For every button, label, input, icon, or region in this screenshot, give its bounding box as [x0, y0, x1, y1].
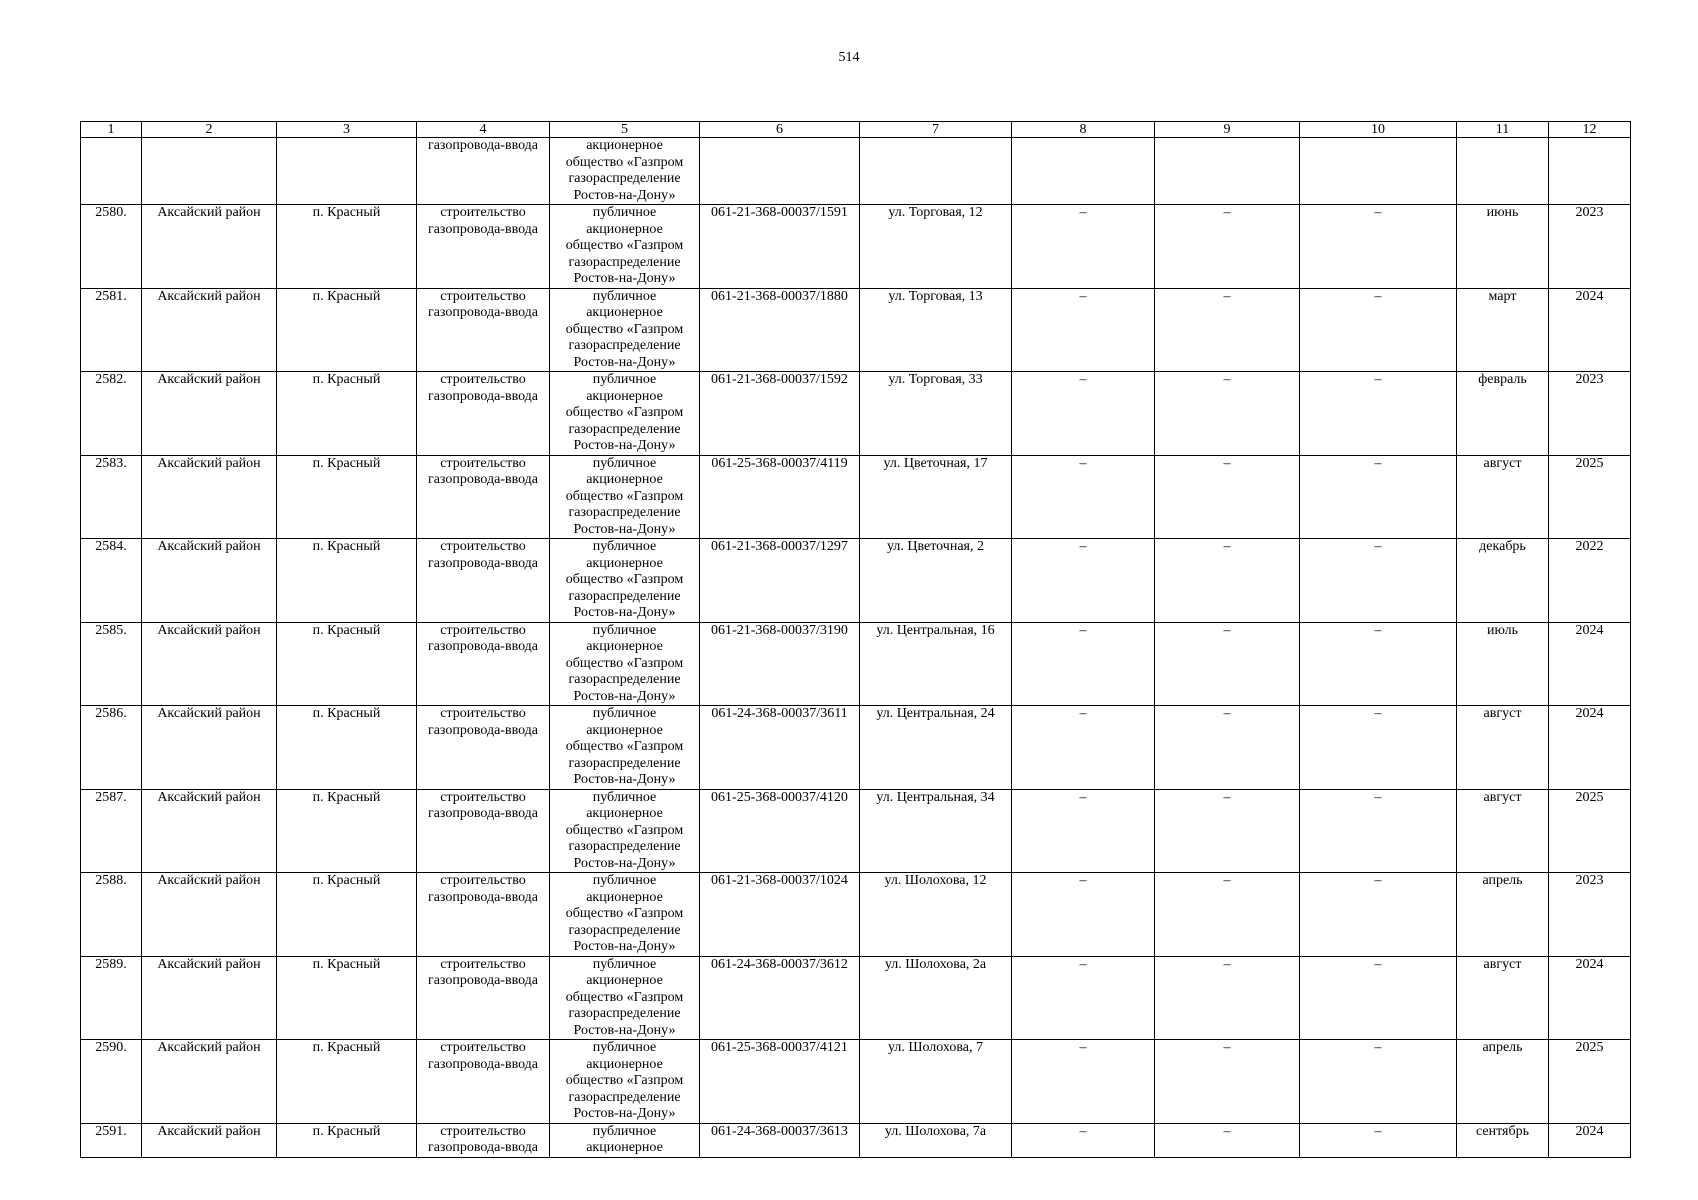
column-number: 7	[860, 122, 1012, 138]
col9-cell	[1155, 138, 1300, 205]
registry-code-cell	[700, 138, 860, 205]
registry-table	[80, 121, 1631, 1158]
column-number-row	[81, 122, 1631, 138]
registry-code-cell: 061-21-368-00037/1024	[700, 873, 860, 957]
table-row	[81, 539, 1631, 623]
work-type-cell: строительство газопровода-ввода	[417, 1123, 550, 1157]
col10-cell: –	[1300, 1040, 1457, 1124]
col9-cell: –	[1155, 372, 1300, 456]
col8-cell: –	[1012, 288, 1155, 372]
table-row	[81, 1040, 1631, 1124]
col9-cell: –	[1155, 706, 1300, 790]
organization-cell: публичное акционерное общество «Газпром газораспределение Ростов-на-Дону»	[550, 372, 700, 456]
table-row	[81, 956, 1631, 1040]
year-cell: 2024	[1549, 956, 1631, 1040]
column-number: 8	[1012, 122, 1155, 138]
year-cell: 2024	[1549, 622, 1631, 706]
col9-cell: –	[1155, 873, 1300, 957]
row-number-cell: 2589.	[81, 956, 142, 1040]
organization-cell: публичное акционерное общество «Газпром газораспределение Ростов-на-Дону»	[550, 873, 700, 957]
work-type-cell: строительство газопровода-ввода	[417, 956, 550, 1040]
table-row	[81, 1123, 1631, 1157]
row-number-cell: 2581.	[81, 288, 142, 372]
row-number-cell: 2580.	[81, 205, 142, 289]
district-cell: Аксайский район	[142, 1040, 277, 1124]
col10-cell: –	[1300, 956, 1457, 1040]
organization-cell: публичное акционерное общество «Газпром газораспределение Ростов-на-Дону»	[550, 706, 700, 790]
column-number: 11	[1457, 122, 1549, 138]
column-number: 10	[1300, 122, 1457, 138]
month-cell: июнь	[1457, 205, 1549, 289]
address-cell: ул. Цветочная, 17	[860, 455, 1012, 539]
col10-cell: –	[1300, 372, 1457, 456]
col8-cell: –	[1012, 789, 1155, 873]
district-cell: Аксайский район	[142, 873, 277, 957]
year-cell: 2024	[1549, 706, 1631, 790]
row-number-cell: 2587.	[81, 789, 142, 873]
row-number-cell: 2584.	[81, 539, 142, 623]
col8-cell: –	[1012, 1040, 1155, 1124]
table-row	[81, 622, 1631, 706]
address-cell: ул. Цветочная, 2	[860, 539, 1012, 623]
organization-cell: публичное акционерное общество «Газпром газораспределение Ростов-на-Дону»	[550, 956, 700, 1040]
year-cell: 2024	[1549, 288, 1631, 372]
settlement-cell	[277, 138, 417, 205]
settlement-cell: п. Красный	[277, 873, 417, 957]
district-cell: Аксайский район	[142, 205, 277, 289]
column-number: 1	[81, 122, 142, 138]
work-type-cell: строительство газопровода-ввода	[417, 205, 550, 289]
registry-code-cell: 061-24-368-00037/3611	[700, 706, 860, 790]
month-cell: декабрь	[1457, 539, 1549, 623]
col8-cell: –	[1012, 1123, 1155, 1157]
settlement-cell: п. Красный	[277, 455, 417, 539]
work-type-cell: строительство газопровода-ввода	[417, 873, 550, 957]
year-cell: 2022	[1549, 539, 1631, 623]
settlement-cell: п. Красный	[277, 1040, 417, 1124]
registry-code-cell: 061-21-368-00037/3190	[700, 622, 860, 706]
col9-cell: –	[1155, 1123, 1300, 1157]
col8-cell	[1012, 138, 1155, 205]
organization-cell: публичное акционерное общество «Газпром газораспределение Ростов-на-Дону»	[550, 288, 700, 372]
settlement-cell: п. Красный	[277, 539, 417, 623]
address-cell: ул. Центральная, 34	[860, 789, 1012, 873]
work-type-cell: строительство газопровода-ввода	[417, 1040, 550, 1124]
col8-cell: –	[1012, 205, 1155, 289]
organization-cell: публичное акционерное общество «Газпром газораспределение Ростов-на-Дону»	[550, 789, 700, 873]
registry-code-cell: 061-21-368-00037/1297	[700, 539, 860, 623]
district-cell: Аксайский район	[142, 539, 277, 623]
col9-cell: –	[1155, 539, 1300, 623]
registry-code-cell: 061-24-368-00037/3613	[700, 1123, 860, 1157]
column-number: 9	[1155, 122, 1300, 138]
col10-cell: –	[1300, 622, 1457, 706]
year-cell: 2023	[1549, 372, 1631, 456]
organization-cell: публичное акционерное общество «Газпром газораспределение Ростов-на-Дону»	[550, 539, 700, 623]
address-cell	[860, 138, 1012, 205]
work-type-cell: строительство газопровода-ввода	[417, 706, 550, 790]
column-number: 5	[550, 122, 700, 138]
row-number-cell: 2591.	[81, 1123, 142, 1157]
col8-cell: –	[1012, 956, 1155, 1040]
year-cell	[1549, 138, 1631, 205]
table-row	[81, 789, 1631, 873]
col8-cell: –	[1012, 539, 1155, 623]
row-number-cell	[81, 138, 142, 205]
col10-cell: –	[1300, 205, 1457, 289]
month-cell: март	[1457, 288, 1549, 372]
month-cell: август	[1457, 455, 1549, 539]
district-cell: Аксайский район	[142, 789, 277, 873]
row-number-cell: 2588.	[81, 873, 142, 957]
col10-cell: –	[1300, 539, 1457, 623]
year-cell: 2023	[1549, 873, 1631, 957]
col10-cell: –	[1300, 288, 1457, 372]
address-cell: ул. Шолохова, 7	[860, 1040, 1012, 1124]
col9-cell: –	[1155, 1040, 1300, 1124]
settlement-cell: п. Красный	[277, 789, 417, 873]
col9-cell: –	[1155, 288, 1300, 372]
address-cell: ул. Шолохова, 2а	[860, 956, 1012, 1040]
row-number-cell: 2583.	[81, 455, 142, 539]
registry-code-cell: 061-24-368-00037/3612	[700, 956, 860, 1040]
col10-cell: –	[1300, 706, 1457, 790]
organization-cell: публичное акционерное	[550, 1123, 700, 1157]
row-number-cell: 2585.	[81, 622, 142, 706]
column-number: 3	[277, 122, 417, 138]
district-cell: Аксайский район	[142, 372, 277, 456]
col10-cell: –	[1300, 873, 1457, 957]
address-cell: ул. Торговая, 33	[860, 372, 1012, 456]
col10-cell: –	[1300, 789, 1457, 873]
year-cell: 2025	[1549, 1040, 1631, 1124]
col8-cell: –	[1012, 706, 1155, 790]
settlement-cell: п. Красный	[277, 372, 417, 456]
address-cell: ул. Шолохова, 7а	[860, 1123, 1012, 1157]
address-cell: ул. Центральная, 24	[860, 706, 1012, 790]
row-number-cell: 2582.	[81, 372, 142, 456]
col9-cell: –	[1155, 622, 1300, 706]
registry-code-cell: 061-21-368-00037/1880	[700, 288, 860, 372]
address-cell: ул. Торговая, 12	[860, 205, 1012, 289]
work-type-cell: газопровода-ввода	[417, 138, 550, 205]
table-row	[81, 372, 1631, 456]
organization-cell: публичное акционерное общество «Газпром газораспределение Ростов-на-Дону»	[550, 1040, 700, 1124]
col10-cell: –	[1300, 455, 1457, 539]
work-type-cell: строительство газопровода-ввода	[417, 288, 550, 372]
col10-cell	[1300, 138, 1457, 205]
work-type-cell: строительство газопровода-ввода	[417, 539, 550, 623]
settlement-cell: п. Красный	[277, 706, 417, 790]
registry-code-cell: 061-25-368-00037/4119	[700, 455, 860, 539]
address-cell: ул. Шолохова, 12	[860, 873, 1012, 957]
district-cell: Аксайский район	[142, 455, 277, 539]
organization-cell: акционерное общество «Газпром газораспределение Ростов-на-Дону»	[550, 138, 700, 205]
col10-cell: –	[1300, 1123, 1457, 1157]
month-cell: август	[1457, 789, 1549, 873]
settlement-cell: п. Красный	[277, 288, 417, 372]
col9-cell: –	[1155, 205, 1300, 289]
col8-cell: –	[1012, 873, 1155, 957]
col9-cell: –	[1155, 455, 1300, 539]
district-cell: Аксайский район	[142, 706, 277, 790]
district-cell: Аксайский район	[142, 1123, 277, 1157]
month-cell: август	[1457, 706, 1549, 790]
address-cell: ул. Центральная, 16	[860, 622, 1012, 706]
settlement-cell: п. Красный	[277, 622, 417, 706]
month-cell	[1457, 138, 1549, 205]
column-number: 12	[1549, 122, 1631, 138]
month-cell: апрель	[1457, 1040, 1549, 1124]
organization-cell: публичное акционерное общество «Газпром газораспределение Ростов-на-Дону»	[550, 455, 700, 539]
settlement-cell: п. Красный	[277, 205, 417, 289]
organization-cell: публичное акционерное общество «Газпром газораспределение Ростов-на-Дону»	[550, 622, 700, 706]
settlement-cell: п. Красный	[277, 956, 417, 1040]
district-cell: Аксайский район	[142, 288, 277, 372]
table-row	[81, 138, 1631, 205]
year-cell: 2025	[1549, 789, 1631, 873]
table-row	[81, 288, 1631, 372]
work-type-cell: строительство газопровода-ввода	[417, 455, 550, 539]
work-type-cell: строительство газопровода-ввода	[417, 372, 550, 456]
column-number: 6	[700, 122, 860, 138]
table-row	[81, 873, 1631, 957]
col9-cell: –	[1155, 789, 1300, 873]
year-cell: 2023	[1549, 205, 1631, 289]
row-number-cell: 2586.	[81, 706, 142, 790]
column-number: 4	[417, 122, 550, 138]
page-number: 514	[838, 50, 860, 65]
month-cell: сентябрь	[1457, 1123, 1549, 1157]
col8-cell: –	[1012, 622, 1155, 706]
year-cell: 2025	[1549, 455, 1631, 539]
registry-code-cell: 061-25-368-00037/4120	[700, 789, 860, 873]
column-number: 2	[142, 122, 277, 138]
registry-code-cell: 061-21-368-00037/1592	[700, 372, 860, 456]
table-row	[81, 455, 1631, 539]
work-type-cell: строительство газопровода-ввода	[417, 789, 550, 873]
month-cell: август	[1457, 956, 1549, 1040]
registry-code-cell: 061-21-368-00037/1591	[700, 205, 860, 289]
district-cell: Аксайский район	[142, 956, 277, 1040]
settlement-cell: п. Красный	[277, 1123, 417, 1157]
district-cell	[142, 138, 277, 205]
registry-code-cell: 061-25-368-00037/4121	[700, 1040, 860, 1124]
work-type-cell: строительство газопровода-ввода	[417, 622, 550, 706]
address-cell: ул. Торговая, 13	[860, 288, 1012, 372]
month-cell: июль	[1457, 622, 1549, 706]
table-row	[81, 205, 1631, 289]
table-row	[81, 706, 1631, 790]
col8-cell: –	[1012, 372, 1155, 456]
col8-cell: –	[1012, 455, 1155, 539]
month-cell: апрель	[1457, 873, 1549, 957]
col9-cell: –	[1155, 956, 1300, 1040]
district-cell: Аксайский район	[142, 622, 277, 706]
row-number-cell: 2590.	[81, 1040, 142, 1124]
year-cell: 2024	[1549, 1123, 1631, 1157]
month-cell: февраль	[1457, 372, 1549, 456]
organization-cell: публичное акционерное общество «Газпром газораспределение Ростов-на-Дону»	[550, 205, 700, 289]
